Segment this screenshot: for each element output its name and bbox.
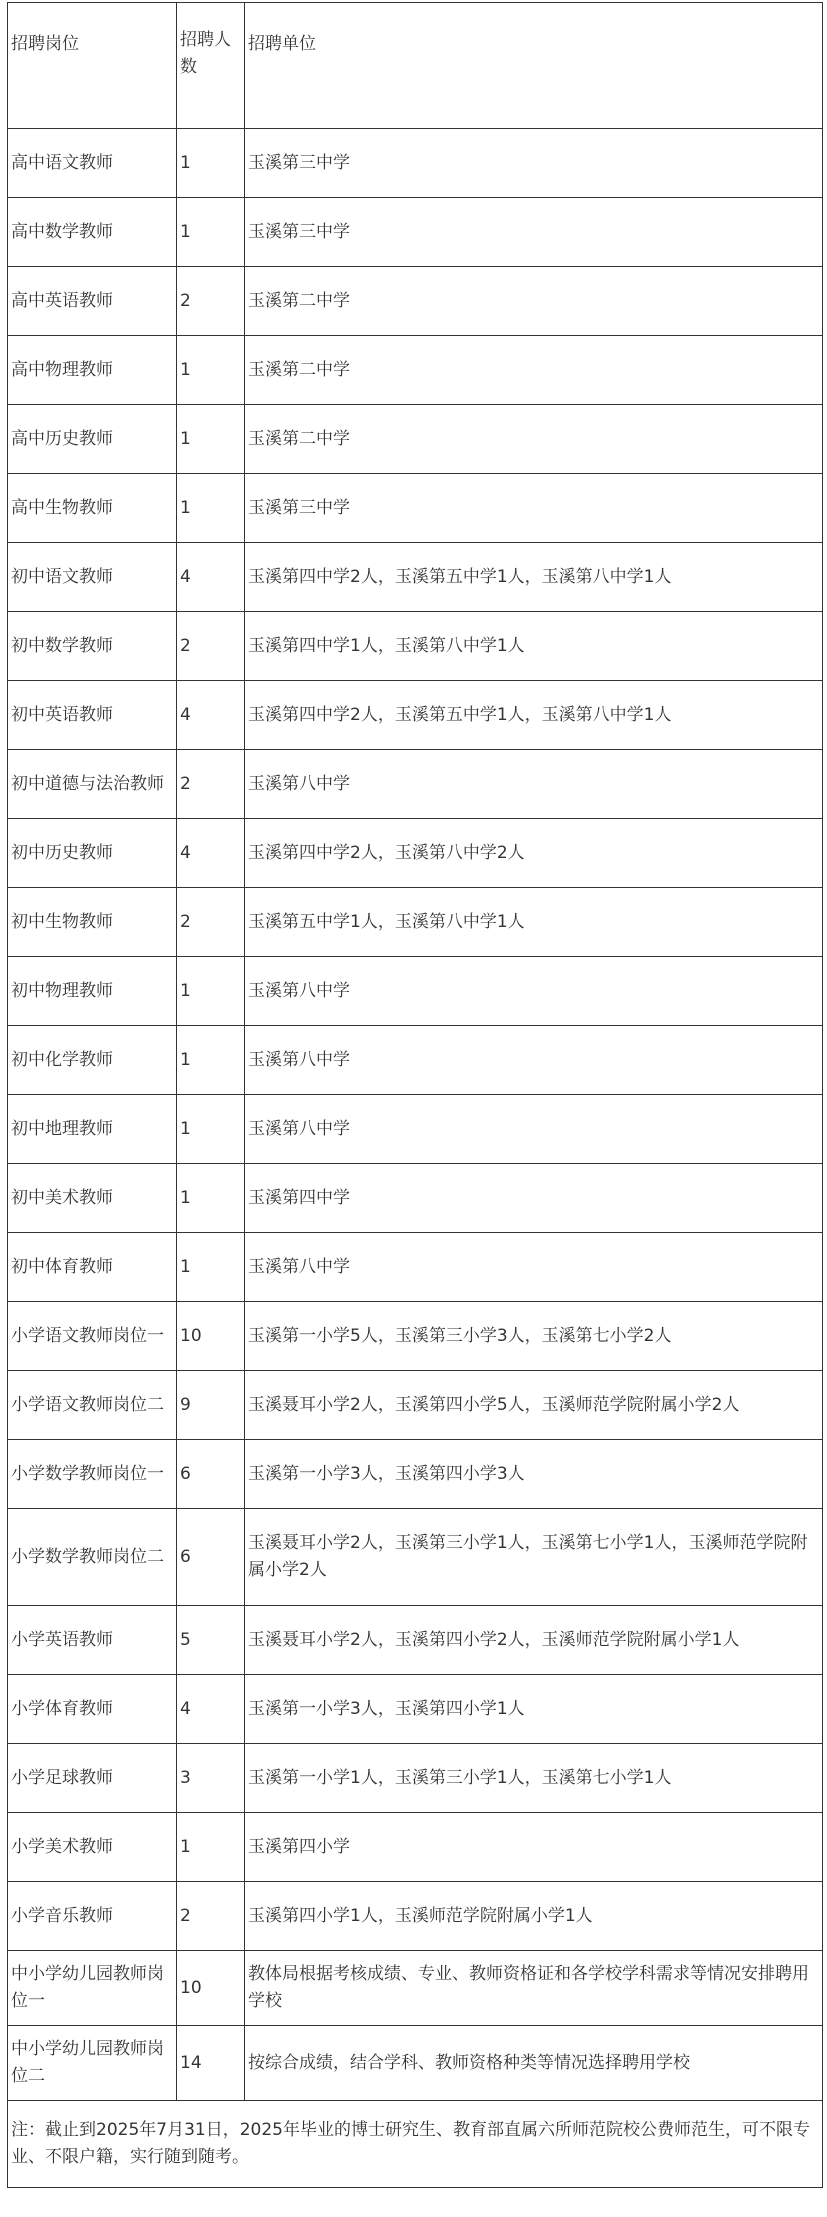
cell-count: 1 <box>177 1813 245 1882</box>
recruitment-table-container <box>7 2 822 2188</box>
cell-unit: 玉溪第三中学 <box>245 474 823 543</box>
note-row <box>8 2101 823 2188</box>
table-row <box>8 2026 823 2101</box>
cell-unit: 玉溪第四小学 <box>245 1813 823 1882</box>
cell-count: 2 <box>177 612 245 681</box>
cell-count: 10 <box>177 1951 245 2026</box>
cell-position: 初中语文教师 <box>8 543 177 612</box>
cell-count: 9 <box>177 1371 245 1440</box>
cell-position: 高中物理教师 <box>8 336 177 405</box>
recruitment-table <box>7 2 823 2188</box>
table-row <box>8 1951 823 2026</box>
cell-unit: 玉溪第八中学 <box>245 750 823 819</box>
cell-count: 3 <box>177 1744 245 1813</box>
cell-count: 4 <box>177 681 245 750</box>
cell-count: 4 <box>177 1675 245 1744</box>
cell-unit: 玉溪第四中学2人，玉溪第八中学2人 <box>245 819 823 888</box>
table-row <box>8 1813 823 1882</box>
cell-unit: 玉溪第八中学 <box>245 1233 823 1302</box>
cell-count: 4 <box>177 819 245 888</box>
cell-count: 2 <box>177 888 245 957</box>
table-row <box>8 1606 823 1675</box>
cell-count: 1 <box>177 198 245 267</box>
cell-position: 小学体育教师 <box>8 1675 177 1744</box>
cell-unit: 玉溪第一小学1人，玉溪第三小学1人，玉溪第七小学1人 <box>245 1744 823 1813</box>
cell-unit: 玉溪第四中学1人，玉溪第八中学1人 <box>245 612 823 681</box>
cell-position: 高中语文教师 <box>8 129 177 198</box>
cell-count: 1 <box>177 1164 245 1233</box>
cell-unit: 玉溪第八中学 <box>245 957 823 1026</box>
cell-count: 1 <box>177 474 245 543</box>
table-row <box>8 267 823 336</box>
table-row <box>8 129 823 198</box>
cell-unit: 按综合成绩，结合学科、教师资格种类等情况选择聘用学校 <box>245 2026 823 2101</box>
cell-unit: 玉溪第一小学3人，玉溪第四小学1人 <box>245 1675 823 1744</box>
cell-count: 14 <box>177 2026 245 2101</box>
cell-position: 高中生物教师 <box>8 474 177 543</box>
cell-count: 2 <box>177 750 245 819</box>
cell-count: 1 <box>177 1095 245 1164</box>
cell-position: 初中数学教师 <box>8 612 177 681</box>
table-row <box>8 1026 823 1095</box>
cell-unit: 玉溪第四小学1人，玉溪师范学院附属小学1人 <box>245 1882 823 1951</box>
cell-unit: 玉溪聂耳小学2人，玉溪第四小学2人，玉溪师范学院附属小学1人 <box>245 1606 823 1675</box>
table-row <box>8 612 823 681</box>
cell-count: 1 <box>177 1026 245 1095</box>
table-row <box>8 1233 823 1302</box>
cell-position: 初中地理教师 <box>8 1095 177 1164</box>
cell-position: 小学音乐教师 <box>8 1882 177 1951</box>
cell-unit: 教体局根据考核成绩、专业、教师资格证和各学校学科需求等情况安排聘用学校 <box>245 1951 823 2026</box>
table-row <box>8 1882 823 1951</box>
cell-count: 6 <box>177 1509 245 1606</box>
table-row <box>8 336 823 405</box>
cell-unit: 玉溪第二中学 <box>245 336 823 405</box>
table-row <box>8 750 823 819</box>
cell-unit: 玉溪第三中学 <box>245 129 823 198</box>
table-row <box>8 543 823 612</box>
cell-count: 1 <box>177 1233 245 1302</box>
cell-position: 小学美术教师 <box>8 1813 177 1882</box>
cell-count: 5 <box>177 1606 245 1675</box>
cell-position: 初中化学教师 <box>8 1026 177 1095</box>
table-row <box>8 1744 823 1813</box>
cell-unit: 玉溪第二中学 <box>245 405 823 474</box>
cell-position: 中小学幼儿园教师岗位二 <box>8 2026 177 2101</box>
cell-unit: 玉溪第五中学1人，玉溪第八中学1人 <box>245 888 823 957</box>
cell-count: 1 <box>177 957 245 1026</box>
cell-position: 高中英语教师 <box>8 267 177 336</box>
table-row <box>8 1164 823 1233</box>
cell-position: 初中体育教师 <box>8 1233 177 1302</box>
cell-position: 初中美术教师 <box>8 1164 177 1233</box>
cell-position: 初中道德与法治教师 <box>8 750 177 819</box>
cell-count: 1 <box>177 405 245 474</box>
cell-unit: 玉溪第八中学 <box>245 1095 823 1164</box>
cell-unit: 玉溪第二中学 <box>245 267 823 336</box>
cell-position: 小学足球教师 <box>8 1744 177 1813</box>
cell-unit: 玉溪第一小学3人，玉溪第四小学3人 <box>245 1440 823 1509</box>
cell-position: 中小学幼儿园教师岗位一 <box>8 1951 177 2026</box>
header-position: 招聘岗位 <box>8 3 177 129</box>
cell-unit: 玉溪第四中学2人，玉溪第五中学1人，玉溪第八中学1人 <box>245 543 823 612</box>
cell-position: 小学数学教师岗位一 <box>8 1440 177 1509</box>
cell-position: 小学数学教师岗位二 <box>8 1509 177 1606</box>
header-count: 招聘人数 <box>177 3 245 129</box>
table-row <box>8 1371 823 1440</box>
cell-position: 高中数学教师 <box>8 198 177 267</box>
table-row <box>8 405 823 474</box>
cell-position: 小学语文教师岗位一 <box>8 1302 177 1371</box>
table-row <box>8 1509 823 1606</box>
table-row <box>8 474 823 543</box>
cell-position: 初中英语教师 <box>8 681 177 750</box>
cell-count: 6 <box>177 1440 245 1509</box>
table-row <box>8 1440 823 1509</box>
cell-position: 高中历史教师 <box>8 405 177 474</box>
cell-count: 2 <box>177 1882 245 1951</box>
table-row <box>8 1095 823 1164</box>
table-row <box>8 957 823 1026</box>
cell-count: 2 <box>177 267 245 336</box>
footnote: 注：截止到2025年7月31日，2025年毕业的博士研究生、教育部直属六所师范院校公费师范生，可不限专业、不限户籍，实行随到随考。 <box>8 2101 823 2188</box>
cell-unit: 玉溪聂耳小学2人，玉溪第四小学5人，玉溪师范学院附属小学2人 <box>245 1371 823 1440</box>
cell-position: 小学语文教师岗位二 <box>8 1371 177 1440</box>
header-unit: 招聘单位 <box>245 3 823 129</box>
cell-count: 4 <box>177 543 245 612</box>
cell-unit: 玉溪第一小学5人，玉溪第三小学3人，玉溪第七小学2人 <box>245 1302 823 1371</box>
cell-position: 小学英语教师 <box>8 1606 177 1675</box>
cell-unit: 玉溪第三中学 <box>245 198 823 267</box>
table-row <box>8 1675 823 1744</box>
cell-position: 初中物理教师 <box>8 957 177 1026</box>
table-row <box>8 681 823 750</box>
table-row <box>8 888 823 957</box>
cell-count: 10 <box>177 1302 245 1371</box>
cell-unit: 玉溪第四中学2人，玉溪第五中学1人，玉溪第八中学1人 <box>245 681 823 750</box>
cell-position: 初中生物教师 <box>8 888 177 957</box>
table-row <box>8 819 823 888</box>
table-row <box>8 1302 823 1371</box>
cell-count: 1 <box>177 336 245 405</box>
cell-unit: 玉溪第八中学 <box>245 1026 823 1095</box>
cell-unit: 玉溪聂耳小学2人，玉溪第三小学1人，玉溪第七小学1人，玉溪师范学院附属小学2人 <box>245 1509 823 1606</box>
cell-position: 初中历史教师 <box>8 819 177 888</box>
table-row <box>8 198 823 267</box>
cell-count: 1 <box>177 129 245 198</box>
cell-unit: 玉溪第四中学 <box>245 1164 823 1233</box>
table-header-row <box>8 3 823 129</box>
